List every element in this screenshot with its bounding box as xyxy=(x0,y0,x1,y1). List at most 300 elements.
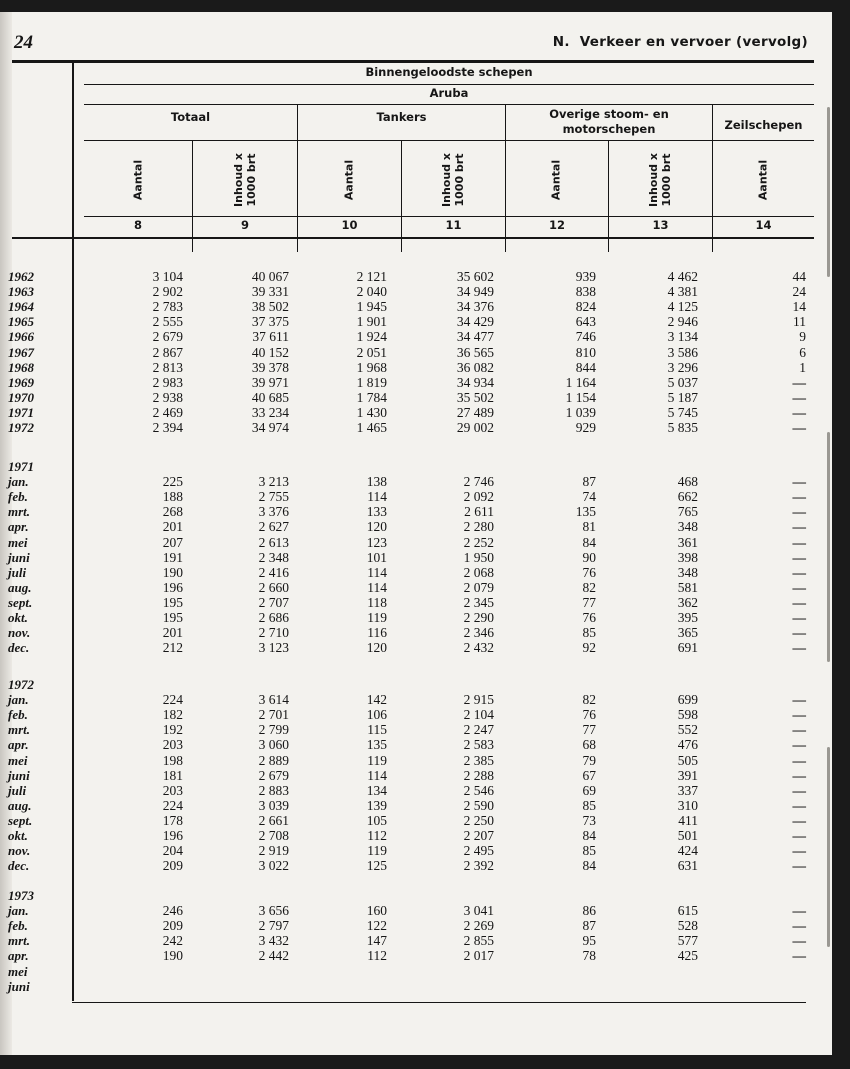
table-cell: 34 429 xyxy=(456,314,494,330)
table-cell: 643 xyxy=(575,314,596,330)
table-cell: 147 xyxy=(366,933,387,949)
table-cell: 74 xyxy=(582,489,596,505)
table-cell: 224 xyxy=(162,692,183,708)
table-cell: 929 xyxy=(575,420,596,435)
table-cell: — xyxy=(792,737,806,753)
table-cell: 181 xyxy=(162,767,183,783)
subheader-inhoud: Inhoud x 1000 brt xyxy=(440,153,466,207)
table-cell: 476 xyxy=(677,737,698,753)
table-cell: 362 xyxy=(677,594,698,610)
row-label: 1970 xyxy=(8,389,34,405)
table-cell: 2 889 xyxy=(258,752,289,768)
table-cell: 1 924 xyxy=(356,329,387,345)
table-cell: — xyxy=(792,594,806,610)
table-cell: 2 247 xyxy=(463,722,494,738)
table-cell: 40 685 xyxy=(251,389,289,405)
table-cell: 11 xyxy=(793,314,806,330)
header-bottom-rule xyxy=(12,237,814,239)
table-cell: 746 xyxy=(575,329,596,345)
table-cell: 2 915 xyxy=(463,692,494,708)
table-cell: 44 xyxy=(792,269,806,284)
table-cell: — xyxy=(792,933,806,949)
table-cell: 209 xyxy=(162,858,183,874)
table-cell: 2 104 xyxy=(463,707,494,723)
top-rule xyxy=(12,60,814,63)
table-cell: — xyxy=(792,918,806,934)
col-divider xyxy=(608,140,609,252)
running-header xyxy=(553,34,808,50)
table-cell: 2 799 xyxy=(258,722,289,738)
table-cell: 138 xyxy=(366,474,387,490)
table-cell: 14 xyxy=(792,299,806,315)
table-cell: 2 385 xyxy=(463,752,494,768)
table-cell: 114 xyxy=(367,579,387,595)
row-label: 1972 xyxy=(8,420,34,435)
table-cell: 76 xyxy=(582,707,596,723)
table-cell: 2 121 xyxy=(356,269,387,284)
table-cell: 2 746 xyxy=(463,474,494,490)
row-label: okt. xyxy=(8,610,28,625)
col-number: 8 xyxy=(133,218,142,232)
table-cell: 1 430 xyxy=(356,404,387,420)
row-label: sept. xyxy=(8,594,33,610)
table-cell: 1 968 xyxy=(356,359,387,375)
table-cell: 2 686 xyxy=(258,610,289,625)
page-edge-mark xyxy=(827,747,830,947)
table-cell: 2 394 xyxy=(152,420,183,435)
table-cell: 246 xyxy=(162,903,183,919)
table-cell: 5 037 xyxy=(667,374,698,390)
table-cell: 133 xyxy=(366,504,387,520)
row-label: nov. xyxy=(8,625,31,641)
table-cell: 411 xyxy=(678,812,698,828)
table-cell: 40 067 xyxy=(251,269,289,284)
table-cell: 188 xyxy=(162,489,183,505)
table-cell: 3 296 xyxy=(667,359,698,375)
row-label: mrt. xyxy=(8,722,31,738)
table-cell: — xyxy=(792,534,806,550)
table-cell: 1 784 xyxy=(356,389,387,405)
table-cell: 2 207 xyxy=(463,828,494,843)
page-edge-mark xyxy=(827,432,830,662)
table-cell: 27 489 xyxy=(456,404,494,420)
table-cell: 190 xyxy=(162,948,183,964)
table-cell: 4 125 xyxy=(667,299,698,315)
table-cell: 142 xyxy=(366,692,387,708)
table-cell: 123 xyxy=(366,534,387,550)
table-cell: 84 xyxy=(582,534,596,550)
rule xyxy=(84,104,814,105)
table-cell: 112 xyxy=(367,828,387,843)
subheader-inhoud: Inhoud x 1000 brt xyxy=(232,153,258,207)
table-cell: 209 xyxy=(162,918,183,934)
table-cell: 106 xyxy=(366,707,387,723)
table-cell: 3 123 xyxy=(258,640,289,656)
rule xyxy=(84,216,814,217)
table-cell: 2 288 xyxy=(463,767,494,783)
table-cell: 361 xyxy=(677,534,698,550)
table-cell: 2 679 xyxy=(152,329,183,345)
col-number: 13 xyxy=(652,218,669,232)
table-cell: 3 060 xyxy=(258,737,289,753)
table-cell: 4 381 xyxy=(667,284,698,300)
table-cell: — xyxy=(792,812,806,828)
table-cell: 501 xyxy=(677,828,698,843)
col-number: 9 xyxy=(240,218,249,232)
table-cell: 5 835 xyxy=(667,420,698,435)
table-cell: 2 583 xyxy=(463,737,494,753)
table-cell: 2 701 xyxy=(258,707,289,723)
table-cell: 76 xyxy=(582,564,596,580)
table-cell: 85 xyxy=(582,625,596,641)
table-cell: 120 xyxy=(366,640,387,656)
table-cell: 3 104 xyxy=(152,269,183,284)
table-cell: 2 710 xyxy=(258,625,289,641)
table-cell: 92 xyxy=(582,640,596,656)
table-cell: 195 xyxy=(162,594,183,610)
table-cell: — xyxy=(792,782,806,798)
section-year-heading: 1971 xyxy=(8,459,34,474)
table-cell: 2 017 xyxy=(463,948,494,964)
table-cell: 1 819 xyxy=(356,374,387,390)
table-cell: 34 376 xyxy=(456,299,494,315)
table-cell: 310 xyxy=(677,797,698,813)
table-cell: 2 040 xyxy=(356,284,387,300)
table-cell: 505 xyxy=(677,752,698,768)
table-cell: 1 950 xyxy=(463,549,494,565)
table-cell: 2 269 xyxy=(463,918,494,934)
subheader-inhoud: Inhoud x 1000 brt xyxy=(647,153,673,207)
table-cell: 87 xyxy=(582,474,596,490)
row-label: apr. xyxy=(8,519,29,535)
table-cell: 135 xyxy=(366,737,387,753)
table-cell: 139 xyxy=(366,797,387,813)
row-label: sept. xyxy=(8,812,33,828)
table-cell: 3 134 xyxy=(667,329,698,345)
table-cell: 203 xyxy=(162,782,183,798)
table-cell: 35 602 xyxy=(456,269,494,284)
table-cell: — xyxy=(792,504,806,520)
table-cell: 224 xyxy=(162,797,183,813)
table-cell: 810 xyxy=(575,344,596,360)
table-cell: 118 xyxy=(367,594,387,610)
table-cell: 2 252 xyxy=(463,534,494,550)
location-header: Aruba xyxy=(429,86,469,100)
subheader-aantal: Aantal xyxy=(131,159,145,201)
table-cell: 105 xyxy=(366,812,387,828)
table-cell: 119 xyxy=(367,843,387,859)
table-cell: 1 xyxy=(799,359,806,375)
stub-divider xyxy=(72,62,74,1001)
table-cell: 24 xyxy=(792,284,806,300)
table-cell: 268 xyxy=(162,504,183,520)
page-edge-mark xyxy=(827,107,830,277)
table-cell: 178 xyxy=(162,812,183,828)
table-cell: 2 661 xyxy=(258,812,289,828)
table-cell: 77 xyxy=(582,594,596,610)
row-label: mei xyxy=(8,534,28,550)
row-label: 1962 xyxy=(8,269,34,284)
table-cell: 68 xyxy=(582,737,596,753)
table-cell: 348 xyxy=(677,564,698,580)
table-cell: — xyxy=(792,564,806,580)
group-header-zeilschepen: Zeilschepen xyxy=(724,118,803,132)
table-cell: 73 xyxy=(582,812,596,828)
row-label: 1964 xyxy=(8,299,34,315)
table-cell: — xyxy=(792,797,806,813)
table-cell: 1 164 xyxy=(565,374,596,390)
table-cell: 468 xyxy=(677,474,698,490)
table-cell: 2 290 xyxy=(463,610,494,625)
table-cell: 2 590 xyxy=(463,797,494,813)
table-cell: 119 xyxy=(367,610,387,625)
row-label: mei xyxy=(8,752,28,768)
table-cell: 4 462 xyxy=(667,269,698,284)
table-cell: 699 xyxy=(677,692,698,708)
table-cell: — xyxy=(792,707,806,723)
row-label: 1967 xyxy=(8,344,34,360)
table-cell: — xyxy=(792,722,806,738)
table-cell: — xyxy=(792,640,806,656)
table-cell: 2 902 xyxy=(152,284,183,300)
table-cell: — xyxy=(792,625,806,641)
table-cell: 198 xyxy=(162,752,183,768)
table-cell: 691 xyxy=(677,640,698,656)
table-cell: 207 xyxy=(162,534,183,550)
subheader-aantal: Aantal xyxy=(342,159,356,201)
table-cell: 577 xyxy=(677,933,698,949)
table-cell: 33 234 xyxy=(251,404,289,420)
row-label: mei xyxy=(8,963,28,979)
table-cell: — xyxy=(792,474,806,490)
col-divider xyxy=(401,140,402,252)
table-cell: 225 xyxy=(162,474,183,490)
table-cell: 1 465 xyxy=(356,420,387,435)
table-cell: 95 xyxy=(582,933,596,949)
table-cell: 182 xyxy=(162,707,183,723)
table-cell: — xyxy=(792,579,806,595)
row-label: juni xyxy=(8,549,30,565)
row-label: 1971 xyxy=(8,404,34,420)
table-cell: 2 442 xyxy=(258,948,289,964)
table-cell: 2 469 xyxy=(152,404,183,420)
table-cell: 87 xyxy=(582,918,596,934)
row-label: 1966 xyxy=(8,329,34,345)
table-cell: 37 375 xyxy=(251,314,289,330)
table-cell: 135 xyxy=(575,504,596,520)
table-cell: 35 502 xyxy=(456,389,494,405)
table-cell: 242 xyxy=(162,933,183,949)
table-cell: — xyxy=(792,374,806,390)
table-cell: 67 xyxy=(582,767,596,783)
section-letter: N. xyxy=(552,34,570,50)
table-cell: 79 xyxy=(582,752,596,768)
table-cell: 3 614 xyxy=(258,692,289,708)
table-cell: 838 xyxy=(575,284,596,300)
page-number: 24 xyxy=(14,32,33,53)
table-cell: 82 xyxy=(582,579,596,595)
table-cell: 2 813 xyxy=(152,359,183,375)
table-cell: — xyxy=(792,519,806,535)
table-cell: 37 611 xyxy=(252,329,289,345)
table-cell: 2 755 xyxy=(258,489,289,505)
table-cell: 3 586 xyxy=(667,344,698,360)
table-cell: 2 946 xyxy=(667,314,698,330)
row-label: juli xyxy=(8,564,27,580)
table-cell: 3 041 xyxy=(463,903,494,919)
section-year-heading: 1973 xyxy=(8,888,34,903)
table-cell: 78 xyxy=(582,948,596,964)
table-cell: 34 934 xyxy=(456,374,494,390)
table-cell: 2 392 xyxy=(463,858,494,874)
table-cell: 2 345 xyxy=(463,594,494,610)
table-cell: 36 565 xyxy=(456,344,494,360)
table-cell: 196 xyxy=(162,579,183,595)
table-cell: 125 xyxy=(366,858,387,874)
table-cell: 552 xyxy=(677,722,698,738)
table-cell: 3 432 xyxy=(258,933,289,949)
row-label: jan. xyxy=(8,903,29,919)
table-cell: 191 xyxy=(162,549,183,565)
row-label: 1969 xyxy=(8,374,34,390)
table-cell: 2 068 xyxy=(463,564,494,580)
table-cell: 34 949 xyxy=(456,284,494,300)
row-label: feb. xyxy=(8,489,28,505)
col-number: 14 xyxy=(755,218,772,232)
table-cell: — xyxy=(792,489,806,505)
table-cell: 39 971 xyxy=(251,374,289,390)
table-cell: 114 xyxy=(367,489,387,505)
table-cell: 3 656 xyxy=(258,903,289,919)
table-cell: 203 xyxy=(162,737,183,753)
row-label: dec. xyxy=(8,640,30,656)
table-cell: 765 xyxy=(677,504,698,520)
row-label: juni xyxy=(8,978,30,994)
table-cell: 2 280 xyxy=(463,519,494,535)
table-cell: 204 xyxy=(162,843,183,859)
section-year-heading: 1972 xyxy=(8,677,34,692)
table-cell: 114 xyxy=(367,767,387,783)
col-number: 11 xyxy=(445,218,462,232)
table-cell: 82 xyxy=(582,692,596,708)
row-label: nov. xyxy=(8,843,31,859)
table-cell: 160 xyxy=(366,903,387,919)
row-label: jan. xyxy=(8,692,29,708)
rule xyxy=(84,140,814,141)
table-cell: 201 xyxy=(162,625,183,641)
col-number: 10 xyxy=(341,218,358,232)
row-label: okt. xyxy=(8,828,28,843)
table-cell: 2 495 xyxy=(463,843,494,859)
table-cell: 581 xyxy=(677,579,698,595)
table-cell: 1 039 xyxy=(565,404,596,420)
table-cell: — xyxy=(792,752,806,768)
row-label: juni xyxy=(8,767,30,783)
table-cell: 77 xyxy=(582,722,596,738)
row-label: mrt. xyxy=(8,504,31,520)
table-cell: 2 051 xyxy=(356,344,387,360)
table-cell: 2 660 xyxy=(258,579,289,595)
table-cell: 101 xyxy=(366,549,387,565)
table-cell: 3 022 xyxy=(258,858,289,874)
table-cell: 2 092 xyxy=(463,489,494,505)
table-cell: 615 xyxy=(677,903,698,919)
table-cell: 190 xyxy=(162,564,183,580)
row-label: feb. xyxy=(8,707,28,723)
row-label: jan. xyxy=(8,474,29,490)
table-cell: 3 376 xyxy=(258,504,289,520)
table-cell: 5 745 xyxy=(667,404,698,420)
table-cell: 114 xyxy=(367,564,387,580)
table-cell: 116 xyxy=(367,625,387,641)
group-header-totaal: Totaal xyxy=(170,110,211,124)
table-cell: 69 xyxy=(582,782,596,798)
table-cell: 824 xyxy=(575,299,596,315)
table-cell: 844 xyxy=(575,359,596,375)
table-cell: 212 xyxy=(162,640,183,656)
section-title: Verkeer en vervoer (vervolg) xyxy=(579,34,808,50)
table-cell: 337 xyxy=(677,782,698,798)
table-cell: 2 627 xyxy=(258,519,289,535)
table-cell: 36 082 xyxy=(456,359,494,375)
table-cell: 391 xyxy=(677,767,698,783)
table-cell: 2 348 xyxy=(258,549,289,565)
row-label: aug. xyxy=(8,579,32,595)
table-cell: 662 xyxy=(677,489,698,505)
table-cell: — xyxy=(792,610,806,625)
table-cell: 39 331 xyxy=(251,284,289,300)
table-cell: 34 477 xyxy=(456,329,494,345)
table-cell: 2 250 xyxy=(463,812,494,828)
group-header-tankers: Tankers xyxy=(376,110,427,124)
table-cell: 365 xyxy=(677,625,698,641)
table-cell: — xyxy=(792,549,806,565)
table-cell: — xyxy=(792,843,806,859)
table-cell: 2 855 xyxy=(463,933,494,949)
bottom-rule xyxy=(72,1002,806,1003)
table-cell: 84 xyxy=(582,828,596,843)
table-cell: 2 079 xyxy=(463,579,494,595)
row-label: apr. xyxy=(8,948,29,964)
table-cell: 528 xyxy=(677,918,698,934)
table-cell: 425 xyxy=(677,948,698,964)
table-cell: 40 152 xyxy=(251,344,289,360)
table-cell: 34 974 xyxy=(251,420,289,435)
table-cell: — xyxy=(792,828,806,843)
table-cell: — xyxy=(792,420,806,435)
table-cell: 2 883 xyxy=(258,782,289,798)
table-cell: 1 901 xyxy=(356,314,387,330)
table-cell: 38 502 xyxy=(251,299,289,315)
table-cell: 6 xyxy=(799,344,806,360)
row-label: 1963 xyxy=(8,284,34,300)
table-cell: 115 xyxy=(367,722,387,738)
table-cell: 192 xyxy=(162,722,183,738)
col-divider xyxy=(192,140,193,252)
row-label: aug. xyxy=(8,797,32,813)
table-cell: 134 xyxy=(366,782,387,798)
table-cell: 631 xyxy=(677,858,698,874)
table-cell: 2 416 xyxy=(258,564,289,580)
row-label: juli xyxy=(8,782,27,798)
table-cell: 2 546 xyxy=(463,782,494,798)
row-label: mrt. xyxy=(8,933,31,949)
table-cell: 2 938 xyxy=(152,389,183,405)
table-cell: 39 378 xyxy=(251,359,289,375)
table-cell: 2 613 xyxy=(258,534,289,550)
table-cell: 2 983 xyxy=(152,374,183,390)
super-header: Binnengeloodste schepen xyxy=(365,65,533,79)
